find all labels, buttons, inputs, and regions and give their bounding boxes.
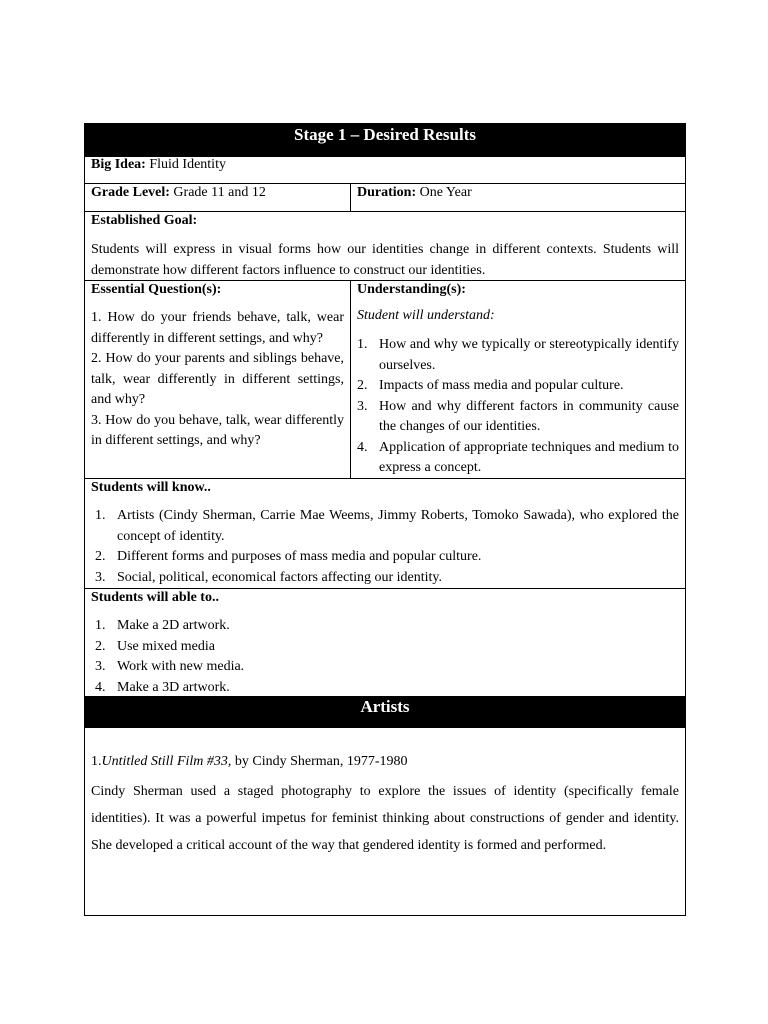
list-item: 3. Social, political, economical factors affecting our identity.	[95, 569, 443, 585]
list-item: 4. Make a 3D artwork.	[95, 679, 230, 695]
curriculum-table	[84, 123, 686, 916]
list-item: 1. Artists (Cindy Sherman, Carrie Mae Weems, Jimmy Roberts, Tomoko Sawada), who explored the concept of identity.	[95, 508, 679, 544]
artist-title-line	[91, 752, 679, 772]
able-list	[91, 616, 679, 698]
big-idea-row	[85, 156, 685, 183]
essential-question-1: 1. How do your friends behave, talk, wear differently in different settings, and why?	[91, 310, 344, 346]
list-item: 1. Make a 2D artwork.	[95, 618, 230, 633]
artists-header	[85, 696, 685, 728]
stage-header-text: Stage 1 – Desired Results	[294, 125, 476, 144]
know-label: Students will know..	[91, 480, 211, 495]
know-list	[91, 506, 679, 588]
essential-question-3: 3. How do you behave, talk, wear differently in different settings, and why?	[91, 412, 344, 448]
artist-description: Cindy Sherman used a staged photography to explore the issues of identity (specifically female identities). It was a powerful impetus for feminist thinking about constructions of gender and identity. She developed a critical account of the way that gendered identity is formed and performed.	[91, 784, 679, 853]
artist-entry	[85, 728, 685, 859]
essential-question-2: 2. How do your parents and siblings behave, talk, wear differently in different settings, and why?	[91, 351, 344, 407]
goal-row	[85, 211, 685, 280]
artwork-title: Untitled Still Film #33	[101, 754, 228, 769]
able-label: Students will able to..	[91, 590, 219, 605]
understandings-list	[357, 335, 679, 479]
list-item: 4. Application of appropriate techniques and medium to express a concept.	[357, 439, 679, 475]
list-item: 3. How and why different factors in community cause the changes of our identities.	[357, 398, 679, 434]
understandings-intro: Student will understand:	[357, 308, 495, 323]
big-idea-label: Big Idea:	[91, 157, 146, 172]
students-will-know-row	[85, 478, 685, 588]
students-able-row	[85, 588, 685, 696]
list-item: 2. Use mixed media	[95, 638, 215, 654]
duration-cell	[351, 184, 685, 211]
grade-level-value: Grade 11 and 12	[169, 185, 266, 200]
grade-duration-row	[85, 183, 685, 211]
grade-level-cell	[85, 184, 351, 211]
list-item: 2. Different forms and purposes of mass media and popular culture.	[95, 549, 482, 564]
artist-number: 1.	[91, 754, 102, 769]
goal-label: Established Goal:	[91, 213, 198, 228]
questions-understandings-row	[85, 280, 685, 478]
grade-level-label: Grade Level:	[91, 185, 170, 200]
duration-label: Duration:	[357, 185, 417, 200]
big-idea-value: Fluid Identity	[145, 157, 226, 172]
artists-header-text: Artists	[360, 697, 410, 716]
artist-credit: , by Cindy Sherman, 1977-1980	[227, 754, 408, 769]
stage-header	[85, 124, 685, 156]
understandings-cell	[351, 281, 685, 478]
list-item: 3. Work with new media.	[95, 659, 245, 674]
duration-value: One Year	[416, 185, 472, 200]
goal-text: Students will express in visual forms how our identities change in different contexts. Students will demonstrate how different factors influence to construct our identities.	[91, 242, 679, 278]
essential-questions-cell	[85, 281, 351, 478]
list-item: 2. Impacts of mass media and popular culture.	[357, 378, 624, 393]
list-item: 1. How and why we typically or stereotypically identify ourselves.	[357, 337, 679, 373]
understandings-label: Understanding(s):	[357, 282, 466, 297]
essential-questions-label: Essential Question(s):	[91, 282, 222, 297]
